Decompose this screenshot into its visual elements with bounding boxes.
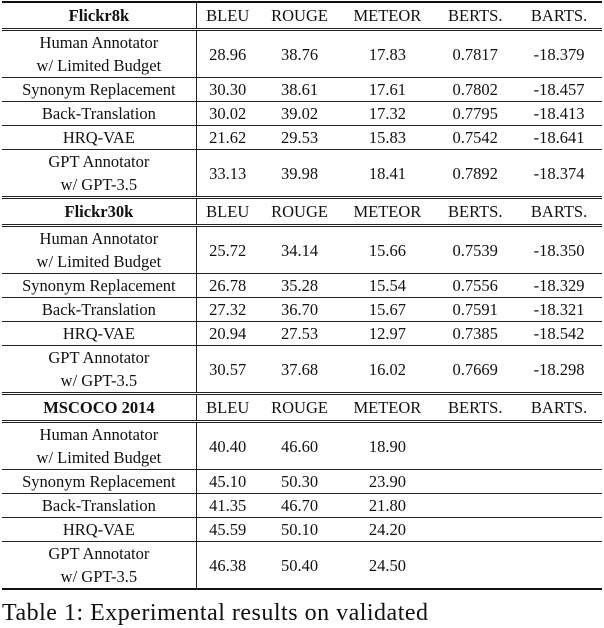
- cell-meteor: 16.02: [340, 346, 434, 394]
- cell-berts: 0.7539: [434, 226, 516, 274]
- method-name-line: Synonym Replacement: [22, 472, 176, 491]
- cell-barts: [516, 518, 602, 542]
- method-name: [2, 322, 196, 346]
- column-header-meteor: METEOR: [340, 2, 434, 30]
- table-row: [2, 274, 602, 298]
- cell-meteor: 15.66: [340, 226, 434, 274]
- cell-berts: 0.7669: [434, 346, 516, 394]
- method-name-line: Synonym Replacement: [22, 80, 176, 99]
- cell-rouge: 37.68: [259, 346, 341, 394]
- method-name-line: w/ Limited Budget: [36, 252, 162, 271]
- cell-rouge: 38.76: [259, 30, 341, 78]
- column-header-meteor: METEOR: [340, 198, 434, 226]
- table-row: [2, 126, 602, 150]
- method-name: [2, 518, 196, 542]
- method-name: [2, 126, 196, 150]
- table-row: [2, 298, 602, 322]
- method-name-line: Back-Translation: [41, 104, 156, 123]
- column-header-barts: BARTS.: [516, 394, 602, 422]
- cell-berts: 0.7802: [434, 78, 516, 102]
- cell-rouge: 35.28: [259, 274, 341, 298]
- cell-berts: [434, 422, 516, 470]
- cell-rouge: 29.53: [259, 126, 341, 150]
- method-name: [2, 274, 196, 298]
- cell-meteor: 15.67: [340, 298, 434, 322]
- cell-barts: -18.298: [516, 346, 602, 394]
- cell-bleu: 46.38: [196, 542, 258, 590]
- cell-berts: 0.7385: [434, 322, 516, 346]
- cell-bleu: 30.02: [196, 102, 258, 126]
- cell-barts: -18.641: [516, 126, 602, 150]
- table-row: [2, 470, 602, 494]
- cell-barts: [516, 470, 602, 494]
- cell-bleu: 30.57: [196, 346, 258, 394]
- table-row: [2, 78, 602, 102]
- cell-meteor: 24.50: [340, 542, 434, 590]
- cell-bleu: 40.40: [196, 422, 258, 470]
- method-name-line: GPT Annotator: [48, 348, 150, 367]
- table-row: [2, 102, 602, 126]
- cell-meteor: 15.83: [340, 126, 434, 150]
- table-row: [2, 542, 602, 590]
- cell-rouge: 50.40: [259, 542, 341, 590]
- cell-rouge: 46.70: [259, 494, 341, 518]
- cell-berts: [434, 542, 516, 590]
- cell-rouge: 46.60: [259, 422, 341, 470]
- cell-meteor: 18.90: [340, 422, 434, 470]
- method-name: [2, 298, 196, 322]
- cell-berts: 0.7892: [434, 150, 516, 198]
- cell-meteor: 15.54: [340, 274, 434, 298]
- method-name-line: w/ Limited Budget: [36, 56, 162, 75]
- table-row: [2, 422, 602, 470]
- column-header-barts: BARTS.: [516, 2, 602, 30]
- method-name: [2, 494, 196, 518]
- cell-barts: -18.374: [516, 150, 602, 198]
- cell-barts: -18.379: [516, 30, 602, 78]
- dataset-name: MSCOCO 2014: [2, 394, 196, 422]
- column-header-barts: BARTS.: [516, 198, 602, 226]
- column-header-rouge: ROUGE: [259, 198, 341, 226]
- cell-rouge: 34.14: [259, 226, 341, 274]
- method-name: [2, 346, 196, 394]
- cell-berts: [434, 518, 516, 542]
- table-caption: Table 1: Experimental results on validated: [2, 600, 429, 626]
- table-row: [2, 30, 602, 78]
- section-header-row: [2, 394, 602, 422]
- table-row: [2, 518, 602, 542]
- cell-barts: [516, 422, 602, 470]
- method-name-line: w/ Limited Budget: [36, 448, 162, 467]
- cell-bleu: 45.59: [196, 518, 258, 542]
- method-name-line: HRQ-VAE: [62, 324, 135, 343]
- cell-bleu: 21.62: [196, 126, 258, 150]
- table-row: [2, 150, 602, 198]
- table-row: [2, 322, 602, 346]
- cell-barts: -18.413: [516, 102, 602, 126]
- cell-meteor: 17.61: [340, 78, 434, 102]
- cell-barts: [516, 494, 602, 518]
- method-name-line: w/ GPT-3.5: [60, 175, 138, 194]
- cell-bleu: 26.78: [196, 274, 258, 298]
- cell-meteor: 17.32: [340, 102, 434, 126]
- cell-rouge: 39.98: [259, 150, 341, 198]
- cell-meteor: 23.90: [340, 470, 434, 494]
- cell-bleu: 30.30: [196, 78, 258, 102]
- column-header-berts: BERTS.: [434, 394, 516, 422]
- table-row: [2, 346, 602, 394]
- cell-berts: 0.7542: [434, 126, 516, 150]
- cell-bleu: 27.32: [196, 298, 258, 322]
- method-name: [2, 150, 196, 198]
- cell-rouge: 39.02: [259, 102, 341, 126]
- cell-rouge: 36.70: [259, 298, 341, 322]
- cell-bleu: 25.72: [196, 226, 258, 274]
- cell-barts: -18.457: [516, 78, 602, 102]
- dataset-name: Flickr30k: [2, 198, 196, 226]
- method-name-line: Synonym Replacement: [22, 276, 176, 295]
- table-body: [2, 2, 602, 589]
- cell-barts: [516, 542, 602, 590]
- column-header-bleu: BLEU: [196, 394, 258, 422]
- method-name-line: GPT Annotator: [48, 544, 150, 563]
- method-name-line: HRQ-VAE: [62, 520, 135, 539]
- cell-bleu: 28.96: [196, 30, 258, 78]
- column-header-berts: BERTS.: [434, 2, 516, 30]
- method-name: [2, 30, 196, 78]
- cell-meteor: 12.97: [340, 322, 434, 346]
- cell-rouge: 50.30: [259, 470, 341, 494]
- method-name: [2, 226, 196, 274]
- dataset-name: Flickr8k: [2, 2, 196, 30]
- section-header-row: [2, 198, 602, 226]
- cell-bleu: 33.13: [196, 150, 258, 198]
- column-header-berts: BERTS.: [434, 198, 516, 226]
- method-name-line: Human Annotator: [39, 229, 159, 248]
- cell-meteor: 17.83: [340, 30, 434, 78]
- cell-meteor: 21.80: [340, 494, 434, 518]
- cell-berts: 0.7556: [434, 274, 516, 298]
- method-name-line: w/ GPT-3.5: [60, 371, 138, 390]
- method-name-line: HRQ-VAE: [62, 128, 135, 147]
- method-name: [2, 422, 196, 470]
- table-row: [2, 494, 602, 518]
- column-header-bleu: BLEU: [196, 2, 258, 30]
- cell-rouge: 50.10: [259, 518, 341, 542]
- column-header-rouge: ROUGE: [259, 394, 341, 422]
- method-name: [2, 470, 196, 494]
- cell-barts: -18.542: [516, 322, 602, 346]
- cell-meteor: 18.41: [340, 150, 434, 198]
- cell-bleu: 41.35: [196, 494, 258, 518]
- method-name: [2, 78, 196, 102]
- method-name-line: Back-Translation: [41, 496, 156, 515]
- cell-bleu: 20.94: [196, 322, 258, 346]
- cell-rouge: 38.61: [259, 78, 341, 102]
- method-name-line: GPT Annotator: [48, 152, 150, 171]
- cell-barts: -18.321: [516, 298, 602, 322]
- section-header-row: [2, 2, 602, 30]
- method-name: [2, 542, 196, 590]
- cell-meteor: 24.20: [340, 518, 434, 542]
- table-row: [2, 226, 602, 274]
- method-name-line: Human Annotator: [39, 425, 159, 444]
- cell-berts: 0.7817: [434, 30, 516, 78]
- method-name-line: w/ GPT-3.5: [60, 567, 138, 586]
- column-header-rouge: ROUGE: [259, 2, 341, 30]
- cell-berts: [434, 470, 516, 494]
- method-name: [2, 102, 196, 126]
- cell-rouge: 27.53: [259, 322, 341, 346]
- results-table: [2, 1, 602, 590]
- method-name-line: Back-Translation: [41, 300, 156, 319]
- column-header-bleu: BLEU: [196, 198, 258, 226]
- cell-bleu: 45.10: [196, 470, 258, 494]
- column-header-meteor: METEOR: [340, 394, 434, 422]
- cell-berts: [434, 494, 516, 518]
- cell-berts: 0.7795: [434, 102, 516, 126]
- cell-barts: -18.350: [516, 226, 602, 274]
- method-name-line: Human Annotator: [39, 33, 159, 52]
- cell-barts: -18.329: [516, 274, 602, 298]
- cell-berts: 0.7591: [434, 298, 516, 322]
